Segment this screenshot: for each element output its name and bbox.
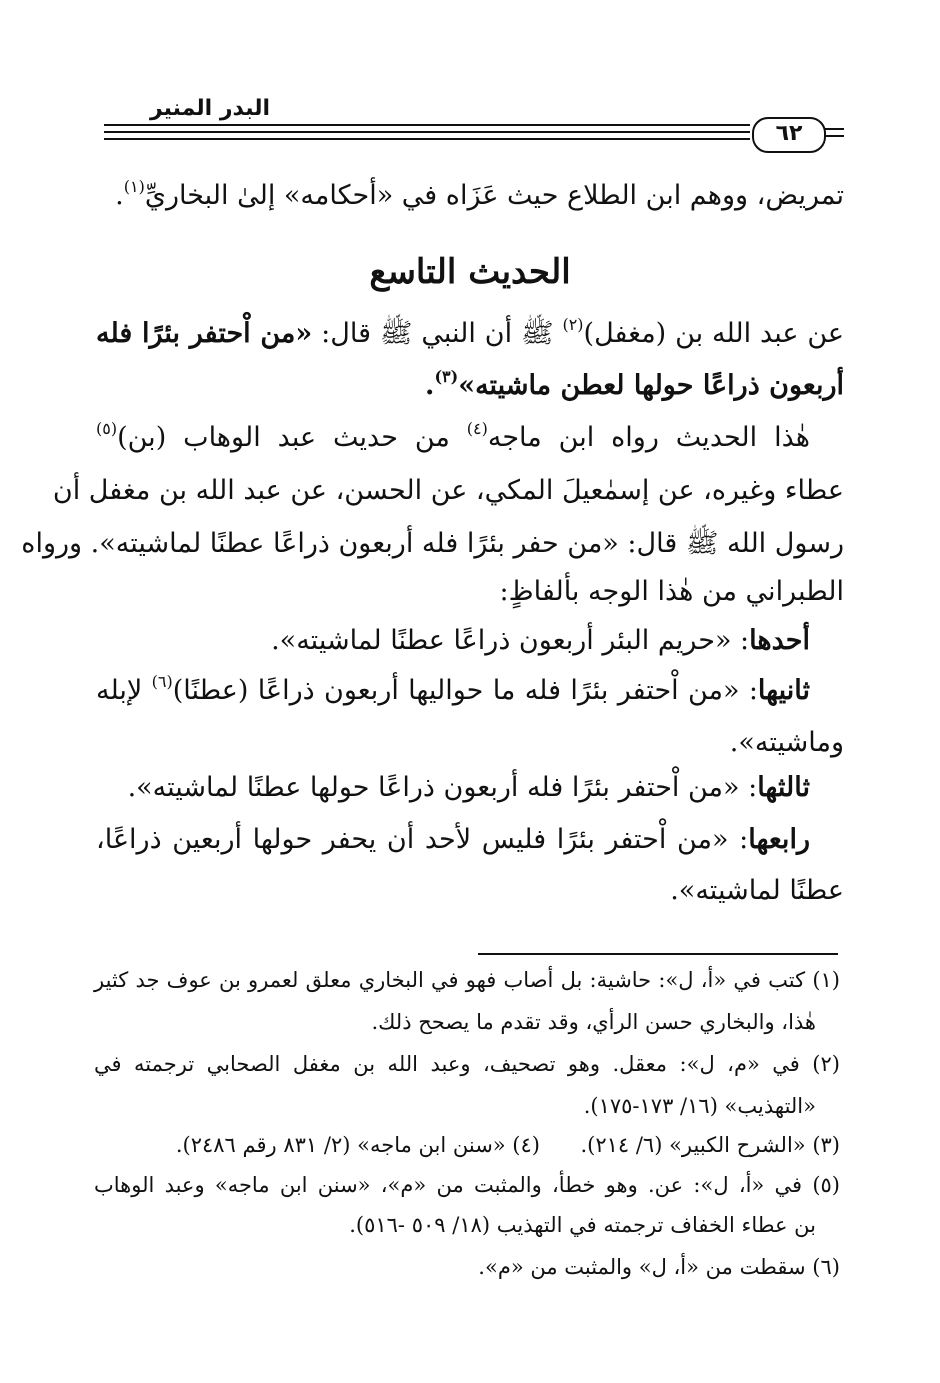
text-line-3: أربعون ذراعًا حولها لعطن ماشيته»$^{(٣)}$. (425, 367, 844, 401)
footnote-5-line-2: بن عطاء الخفاف ترجمته في التهذيب (١٨/ ٥٠٩ -٥١٦). (349, 1213, 816, 1237)
footnote-6: (٦) سقطت من «أ، ل» والمثبت من «م». (478, 1255, 840, 1279)
text-line-5: عطاء وغيره، عن إسمٰعيلَ المكي، عن الحسن، عن عبد الله بن مغفل أن (52, 475, 844, 506)
section-title: الحديث التاسع (369, 252, 571, 292)
footnote-2-line-2: «التهذيب» (١٦/ ١٧٣-١٧٥). (583, 1094, 816, 1118)
text-line-13: عطنًا لماشيته». (670, 875, 844, 906)
page-number: ٦٢ (752, 117, 826, 153)
footnote-ref-5: (٥) (96, 419, 118, 438)
footnote-2-line-1: (٢) في «م، ل»: معقل. وهو تصحيف، وعبد الله بن مغفل الصحابي ترجمته في (94, 1052, 840, 1076)
header-rule-bottom (104, 138, 750, 140)
footnote-5-line-1: (٥) في «أ، ل»: عن. وهو خطأ، والمثبت من «م»، «سنن ابن ماجه» وعبد الوهاب (94, 1173, 840, 1197)
footnote-1-line-1: (١) كتب في «أ، ل»: حاشية: بل أصاب فهو في البخاري معلق لعمرو بن عوف جد كثير (94, 968, 840, 992)
text-line-12: رابعها: «من اْحتفر بئرًا فليس لأحد أن يحفر حولها أربعين ذراعًا، (96, 824, 810, 855)
text-line-1: تمريض، ووهم ابن الطلاع حيث عَزَاه في «أحكامه» إلىٰ البخاريِّ$^{(١)}$. (115, 177, 844, 211)
footnote-ref-6: (٦) (151, 672, 173, 691)
text-line-10: وماشيته». (729, 727, 844, 758)
text-line-2: عن عبد الله بن (مغفل)$^{(٢)}$ ﷺ أن النبي ﷺ قال: «من اْحتفر بئرًا فله (96, 315, 844, 349)
footnote-ref-4: (٤) (466, 419, 488, 438)
text-line-7: الطبراني من هٰذا الوجه بألفاظٍ: (499, 576, 844, 607)
footnote-1-line-2: هٰذا، والبخاري حسن الرأي، وقد تقدم ما يصحح ذلك. (371, 1010, 816, 1034)
header-rule-top (104, 124, 750, 126)
footnote-separator (478, 953, 838, 955)
footnote-4: (٤) «سنن ابن ماجه» (٢/ ٨٣١ رقم ٢٤٨٦). (175, 1133, 540, 1157)
text-line-11: ثالثها: «من اْحتفر بئرًا فله أربعون ذراعًا حولها عطنًا لماشيته». (127, 772, 810, 803)
footnote-ref-3: (٣) (434, 367, 459, 386)
text-line-4: هٰذا الحديث رواه ابن ماجه$^{(٤)}$ من حديث عبد الوهاب (بن)$^{(٥)}$ (96, 419, 810, 453)
footnote-3: (٣) «الشرح الكبير» (٦/ ٢١٤). (580, 1133, 840, 1157)
running-header-title: البدر المنير (149, 96, 270, 121)
header-rule-middle (104, 131, 750, 133)
header-rule-right-a (824, 128, 844, 130)
footnote-ref-1: (١) (123, 177, 145, 196)
text-line-9: ثانيها: «من اْحتفر بئرًا فله ما حواليها أربعون ذراعًا (عطنًا)$^{(٦)}$ لإبله (96, 672, 810, 706)
footnote-ref-2: (٢) (562, 315, 584, 334)
header-rule-right-b (824, 135, 844, 137)
text-line-6: رسول الله ﷺ قال: «من حفر بئرًا فله أربعون ذراعًا عطنًا لماشيته». ورواه (21, 528, 844, 559)
text-line-8: أحدها: «حريم البئر أربعون ذراعًا عطنًا لماشيته». (271, 625, 810, 656)
